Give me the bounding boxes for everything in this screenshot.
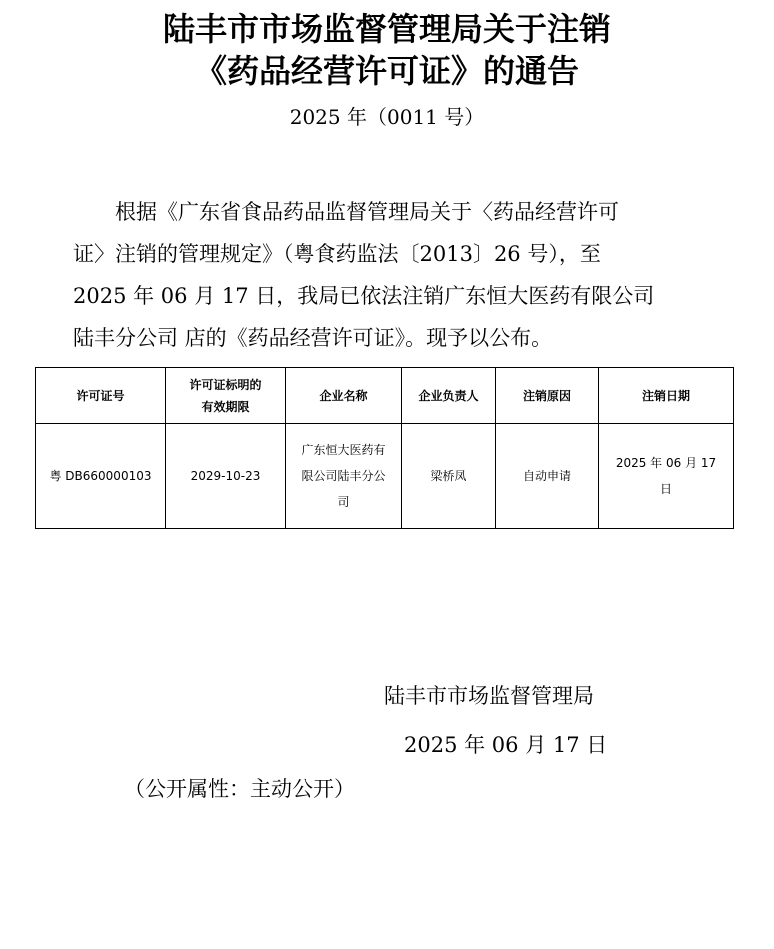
disclosure-attribute: （公开属性：主动公开）	[124, 777, 355, 801]
notice-title-line2: 《药品经营许可证》的通告	[194, 52, 579, 90]
header-date: 注销日期	[599, 368, 734, 424]
cell-company-line2: 限公司陆丰分公	[301, 469, 386, 483]
cell-reason: 自动申请	[496, 424, 599, 529]
cell-validity: 2029-10-23	[166, 424, 286, 529]
cell-license-no: 粤 DB660000103	[36, 424, 166, 529]
notice-title-line1: 陆丰市市场监督管理局关于注销	[162, 10, 611, 48]
cell-company	[286, 424, 402, 529]
table-header-row	[36, 368, 734, 424]
cell-date	[599, 424, 734, 529]
body-line-1: 根据《广东省食品药品监督管理局关于〈药品经营许可	[115, 200, 619, 224]
cell-person: 梁桥凤	[402, 424, 496, 529]
cell-date-line1: 2025 年 06 月 17	[615, 456, 717, 470]
revoked-license-table	[35, 367, 734, 529]
header-license-no: 许可证号	[36, 368, 166, 424]
header-reason: 注销原因	[496, 368, 599, 424]
header-validity-line1: 许可证标明的	[189, 377, 262, 392]
table-row	[36, 424, 734, 529]
body-line-3: 2025 年 06 月 17 日，我局已依法注销广东恒大医药有限公司	[73, 284, 655, 308]
header-company: 企业名称	[286, 368, 402, 424]
document-number: 2025 年（0011 号）	[289, 105, 485, 129]
header-validity	[166, 368, 286, 424]
body-line-2: 证〉注销的管理规定》（粤食药监法〔2013〕26 号），至	[73, 242, 601, 266]
header-person: 企业负责人	[402, 368, 496, 424]
cell-date-line2: 日	[659, 482, 672, 496]
cell-company-line3: 司	[337, 495, 350, 509]
body-line-4: 陆丰分公司 店的《药品经营许可证》。现予以公布。	[73, 326, 553, 350]
signing-date: 2025 年 06 月 17 日	[404, 733, 608, 757]
cell-company-line1: 广东恒大医药有	[301, 443, 386, 457]
header-validity-line2: 有效期限	[201, 399, 250, 414]
signing-organization: 陆丰市市场监督管理局	[384, 684, 594, 708]
